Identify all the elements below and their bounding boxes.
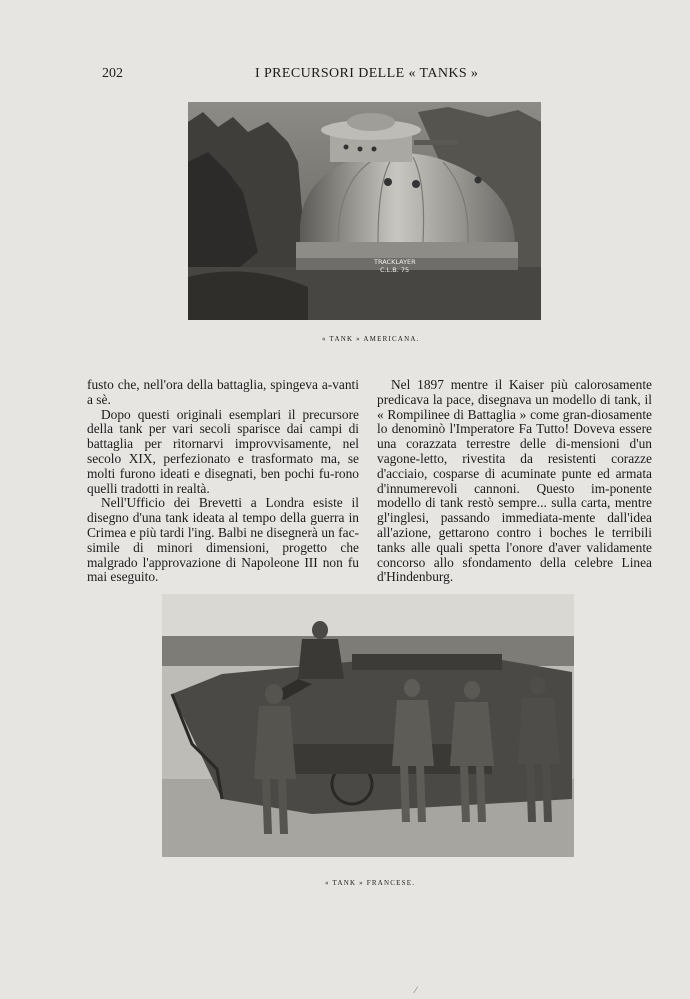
paragraph: Dopo questi originali esemplari il precursore della tank per vari secoli sparisce dai campi di battaglia per ritornarvi improvvisamente, nel secolo XIX, perfezionato e trasformato ma, se molti furono ideati e disegnati, ben pochi fu-rono quelli tradotti in realtà.	[87, 406, 359, 496]
paragraph: fusto che, nell'ora della battaglia, spingeva a-vanti a sè.	[87, 377, 359, 407]
french-tank-photograph	[162, 594, 574, 857]
vehicle-marking-1: TRACKLAYER	[374, 258, 416, 266]
text-column-right	[377, 378, 652, 585]
photo-american-tank	[188, 102, 541, 320]
caption-american-tank: « TANK » AMERICANA.	[322, 335, 420, 343]
american-tank-engraving	[188, 102, 541, 320]
paragraph: Nell'Ufficio dei Brevetti a Londra esiste il disegno d'una tank ideata al tempo della guerra in Crimea e più tardi l'ing. Balbi ne disegnerà un fac-simile di minori dimensioni, progetto che malgrado l'approvazione di Napoleone III non fu mai eseguito.	[87, 495, 359, 585]
running-title: I PRECURSORI DELLE « TANKS »	[255, 66, 479, 81]
page-number: 202	[102, 66, 123, 81]
photo-french-tank	[162, 594, 574, 857]
vehicle-marking-2: C.L.B. 75	[380, 266, 410, 274]
caption-french-tank: « TANK » FRANCESE.	[325, 879, 416, 887]
footer-mark: ⁄	[415, 985, 417, 995]
text-column-left	[87, 378, 359, 585]
paragraph: Nel 1897 mentre il Kaiser più calorosamente predicava la pace, disegnava un modello di tank, il « Rompilinee di Battaglia » come gran-diosamente lo denominò l'Imperatore Fa Tutto! Doveva essere una corazzata terrestre delle di-mensioni d'un vagone-letto, rivestita da resistenti corazze d'acciaio, cosparse di acuminate punte ed armata d'innumerevoli cannoni. Questo im-ponente modello di tank restò sempre... sulla carta, mentre gl'inglesi, passando immediata-mente dall'idea all'azione, gettarono contro i boches le terribili tanks alle quali spetta l'onore d'aver validamente concorso allo sfondamento della celebre Linea d'Hindenburg.	[377, 377, 652, 585]
